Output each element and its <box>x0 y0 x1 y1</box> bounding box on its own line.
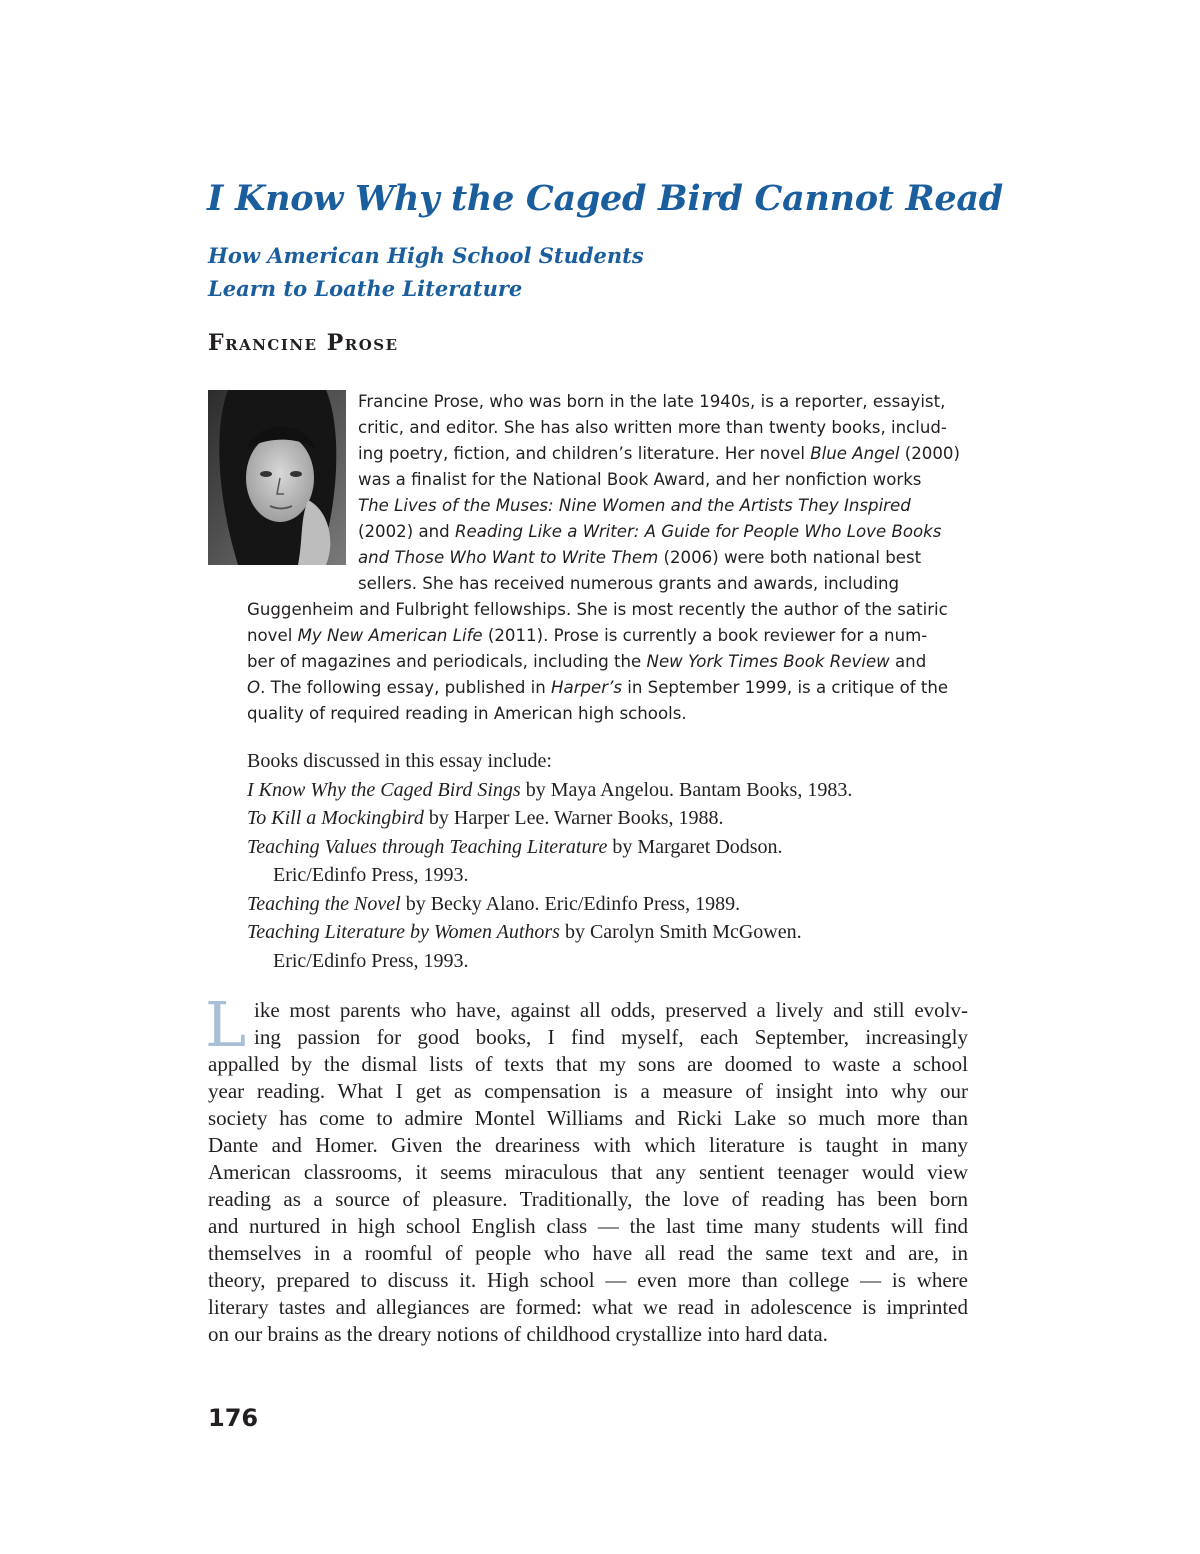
body-line: ing passion for good books, I find myself, each September, increasingly <box>254 1025 968 1049</box>
body-line: on our brains as the dreary notions of childhood crystallize into hard data. <box>208 1322 828 1346</box>
author-photo <box>208 390 346 565</box>
bio-line: critic, and editor. She has also written more than twenty books, includ- <box>358 418 947 437</box>
body-line: themselves in a roomful of people who have all read the same text and are, in <box>208 1241 968 1265</box>
book-entry: To Kill a Mockingbird by Harper Lee. Warner Books, 1988. <box>247 807 724 829</box>
bio-line: O. The following essay, published in Harper’s in September 1999, is a critique of the <box>247 678 949 697</box>
drop-cap: L <box>205 988 247 1061</box>
bio-line: ing poetry, fiction, and children’s literature. Her novel Blue Angel (2000) <box>358 444 960 463</box>
bio-line: sellers. She has received numerous grants and awards, including <box>358 574 900 593</box>
book-entry: Teaching Values through Teaching Literature by Margaret Dodson. <box>247 835 783 858</box>
body-line: theory, prepared to discuss it. High school — even more than college — is where <box>208 1268 968 1292</box>
body-line: year reading. What I get as compensation is a measure of insight into why our <box>208 1079 968 1103</box>
body-line: ike most parents who have, against all odds, preserved a lively and still evolv- <box>254 998 968 1022</box>
books-intro: Books discussed in this essay include: <box>247 750 552 772</box>
bio-line: was a finalist for the National Book Award, and her nonfiction works <box>358 470 922 489</box>
bio-line: Guggenheim and Fulbright fellowships. She is most recently the author of the satiric <box>247 600 948 619</box>
body-line: reading as a source of pleasure. Traditionally, the love of reading has been born <box>208 1187 968 1211</box>
body-line: Dante and Homer. Given the dreariness with which literature is taught in many <box>208 1133 968 1157</box>
body-line: and nurtured in high school English class — the last time many students will find <box>208 1214 968 1238</box>
book-entry-continuation: Eric/Edinfo Press, 1993. <box>273 949 469 972</box>
book-entry: Teaching Literature by Women Authors by Carolyn Smith McGowen. <box>247 921 802 943</box>
bio-line: (2002) and Reading Like a Writer: A Guide for People Who Love Books <box>358 522 942 541</box>
book-entry: Teaching the Novel by Becky Alano. Eric/Edinfo Press, 1989. <box>247 892 741 915</box>
bio-line: novel My New American Life (2011). Prose is currently a book reviewer for a num- <box>247 626 928 645</box>
bio-line: Francine Prose, who was born in the late 1940s, is a reporter, essayist, <box>358 392 946 411</box>
bio-line: The Lives of the Muses: Nine Women and the Artists They Inspired <box>358 496 911 515</box>
essay-subtitle <box>208 239 644 305</box>
page-number: 176 <box>208 1404 259 1432</box>
bio-line: ber of magazines and periodicals, including the New York Times Book Review and <box>247 652 927 671</box>
body-line: literary tastes and allegiances are formed: what we read in adolescence is imprinted <box>208 1295 968 1319</box>
book-entry: I Know Why the Caged Bird Sings by Maya Angelou. Bantam Books, 1983. <box>247 778 853 801</box>
body-line: appalled by the dismal lists of texts that my sons are doomed to waste a school <box>208 1052 968 1076</box>
books-list <box>247 747 987 975</box>
subtitle-line-2: Learn to Loathe Literature <box>208 276 523 301</box>
subtitle-line-1: How American High School Students <box>208 243 644 268</box>
author-name: Francine Prose <box>208 330 399 356</box>
book-entry-continuation: Eric/Edinfo Press, 1993. <box>273 864 469 886</box>
bio-line: quality of required reading in American high schools. <box>247 704 687 723</box>
bio-line: and Those Who Want to Write Them (2006) were both national best <box>358 548 922 567</box>
body-line: society has come to admire Montel Williams and Ricki Lake so much more than <box>208 1106 968 1130</box>
essay-title: I Know Why the Caged Bird Cannot Read <box>207 178 1003 219</box>
body-line: American classrooms, it seems miraculous that any sentient teenager would view <box>208 1160 968 1184</box>
